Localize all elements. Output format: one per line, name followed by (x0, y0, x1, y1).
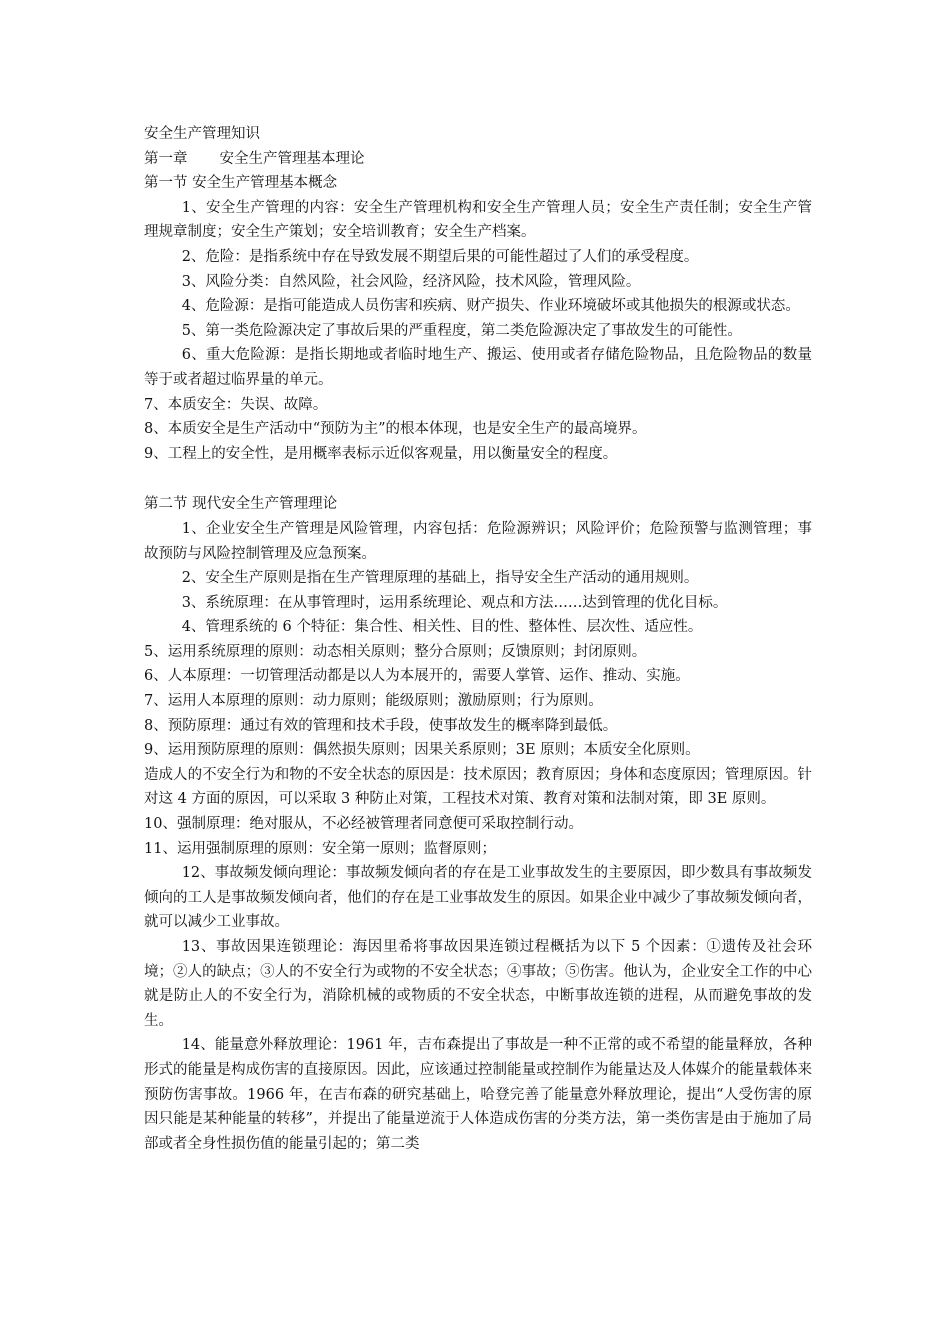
section-1-paragraph-5: 5、第一类危险源决定了事故后果的严重程度，第二类危险源决定了事故发生的可能性。 (181, 322, 742, 339)
section-1-paragraph-6: 6、重大危险源：是指长期地或者临时地生产、搬运、使用或者存储危险物品，且危险物品的数量等于或者超过临界量的单元。 (144, 347, 812, 388)
section-2-paragraph-2: 2、安全生产原则是指在生产管理原理的基础上，指导安全生产活动的通用规则。 (181, 570, 699, 587)
section-2-paragraph-4: 4、管理系统的 6 个特征：集合性、相关性、目的性、整体性、层次性、适应性。 (181, 619, 703, 636)
section-1-paragraph-4: 4、危险源：是指可能造成人员伤害和疾病、财产损失、作业环境破坏或其他损失的根源或状态。 (181, 298, 800, 315)
section-1-paragraph-7: 7、本质安全：失误、故障。 (144, 396, 328, 413)
section-2-paragraph-13: 13、事故因果连锁理论：海因里希将事故因果连锁过程概括为以下 5 个因素：①遗传及社会环境；②人的缺点；③人的不安全行为或物的不安全状态；④事故；⑤伤害。他认为，企业安全工作的中心就是防止人的不安全行为，消除机械的或物质的不安全状态，中断事故连锁的进程，从而避免事故的发生。 (144, 939, 812, 1029)
section-2-paragraph-7: 7、运用人本原理的原则：动力原则；能级原则；激励原则；行为原则。 (144, 693, 603, 710)
section-1-paragraph-3: 3、风险分类：自然风险，社会风险，经济风险，技术风险，管理风险。 (181, 273, 641, 290)
section-2-paragraph-6: 6、人本原理：一切管理活动都是以人为本展开的，需要人掌管、运作、推动、实施。 (144, 668, 690, 685)
section-2-paragraph-11: 11、运用强制原理的原则：安全第一原则；监督原则； (144, 840, 496, 857)
section-2-paragraph-1: 1、企业安全生产管理是风险管理，内容包括：危险源辨识；风险评价；危险预警与监测管理；事故预防与风险控制管理及应急预案。 (144, 520, 812, 562)
chapter-label: 第一章 (144, 150, 188, 167)
section-2-heading: 第二节 现代安全生产管理理论 (144, 496, 338, 513)
section-spacer (144, 466, 812, 492)
chapter-heading (144, 147, 812, 172)
section-2-paragraph-12: 12、事故频发倾向理论：事故频发倾向者的存在是工业事故发生的主要原因，即少数具有事故频发倾向的工人是事故频发倾向者，他们的存在是工业事故发生的原因。如果企业中减少了事故频发倾向者，就可以减少工业事故。 (144, 865, 812, 931)
chapter-name: 安全生产管理基本理论 (219, 150, 365, 167)
section-1-paragraph-8: 8、本质安全是生产活动中“预防为主”的根本体现，也是安全生产的最高境界。 (144, 421, 647, 438)
section-1-paragraph-2: 2、危险：是指系统中存在导致发展不期望后果的可能性超过了人们的承受程度。 (181, 248, 699, 265)
section-1-heading: 第一节 安全生产管理基本概念 (144, 175, 338, 192)
section-2-paragraph-14: 14、能量意外释放理论：1961 年，吉布森提出了事故是一种不正常的或不希望的能量释放，各种形式的能量是构成伤害的直接原因。因此，应该通过控制能量或控制作为能量达及人体媒介的能量载体来预防伤害事故。1966 年，在吉布森的研究基础上，哈登完善了能量意外释放理论，提出“人受伤害的原因只能是某种能量的转移”，并提出了能量逆流于人体造成伤害的分类方法，第一类伤害是由于施加了局部或者全身性损伤值的能量引起的；第二类 (144, 1037, 812, 1152)
document-page (144, 122, 812, 1156)
section-2-paragraph-10: 10、强制原理：绝对服从，不必经被管理者同意便可采取控制行动。 (144, 816, 583, 833)
section-2-paragraph-8: 8、预防原理：通过有效的管理和技术手段，使事故发生的概率降到最低。 (144, 717, 618, 734)
section-2-paragraph-9b: 造成人的不安全行为和物的不安全状态的原因是：技术原因；教育原因；身体和态度原因；管理原因。针对这 4 方面的原因，可以采取 3 种防止对策，工程技术对策、教育对策和法制对策，即 3E 原则。 (144, 766, 812, 808)
section-1-paragraph-9: 9、工程上的安全性，是用概率表标示近似客观量，用以衡量安全的程度。 (144, 445, 618, 462)
document-title: 安全生产管理知识 (144, 126, 260, 142)
section-2-paragraph-9: 9、运用预防原理的原则：偶然损失原则；因果关系原则；3E 原则；本质安全化原则。 (144, 742, 700, 759)
section-2-paragraph-3: 3、系统原理：在从事管理时，运用系统理论、观点和方法……达到管理的优化目标。 (181, 594, 728, 611)
section-2-paragraph-5: 5、运用系统原理的原则：动态相关原则；整分合原则；反馈原则；封闭原则。 (144, 643, 647, 660)
section-1-paragraph-1: 1、安全生产管理的内容：安全生产管理机构和安全生产管理人员；安全生产责任制；安全生产管理规章制度；安全生产策划；安全培训教育；安全生产档案。 (144, 199, 812, 241)
